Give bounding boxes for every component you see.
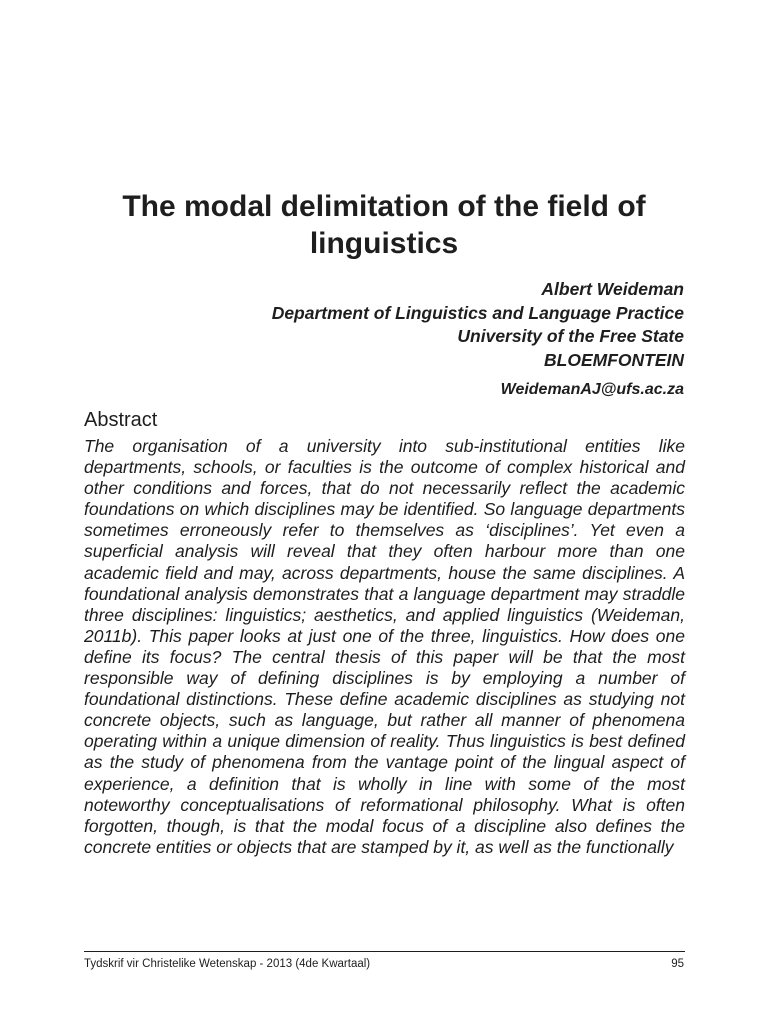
author-department: Department of Linguistics and Language Practice — [271, 302, 684, 323]
author-email: WeidemanAJ@ufs.ac.za — [500, 381, 684, 398]
footer-journal: Tydskrif vir Christelike Wetenskap - 2013 (4de Kwartaal) — [84, 958, 371, 970]
page-number: 95 — [671, 958, 684, 970]
author-university: University of the Free State — [457, 326, 684, 346]
article-title: The modal delimitation of the field of linguistics — [122, 190, 646, 260]
footer-divider — [84, 951, 685, 952]
abstract-heading: Abstract — [84, 409, 158, 431]
author-name: Albert Weideman — [541, 279, 684, 299]
abstract-text: The organisation of a university into sub-institutional entities like departments, schools, or faculties is the outcome of complex historical and other conditions and forces, that do not necessarily reflect the academic foundations on which disciplines may be identified. So language departments sometimes erroneously refer to themselves as ‘disciplines’. Yet even a superficial analysis will reveal that they often harbour more than one academic field and may, across departments, house the same disciplines. A foundational analysis demonstrates that a language department may straddle three disciplines: linguistics; aesthetics, and applied linguistics (Weideman, 2011b). This paper looks at just one of the three, linguistics. How does one define its focus? The central thesis of this paper will be that the most responsible way of defining disciplines is by employing a number of foundational distinctions. These define academic disciplines as studying not concrete objects, such as language, but rather all manner of phenomena operating within a unique dimension of reality. Thus linguistics is best defined as the study of phenomena from the vantage point of the lingual aspect of experience, a definition that is wholly in line with some of the most noteworthy conceptualisations of reformational philosophy. What is often forgotten, though, is that the modal focus of a discipline also defines the concrete entities or objects that are stamped by it, as well as the functionally — [84, 436, 685, 857]
author-block — [84, 278, 684, 372]
author-city: BLOEMFONTEIN — [544, 349, 684, 370]
